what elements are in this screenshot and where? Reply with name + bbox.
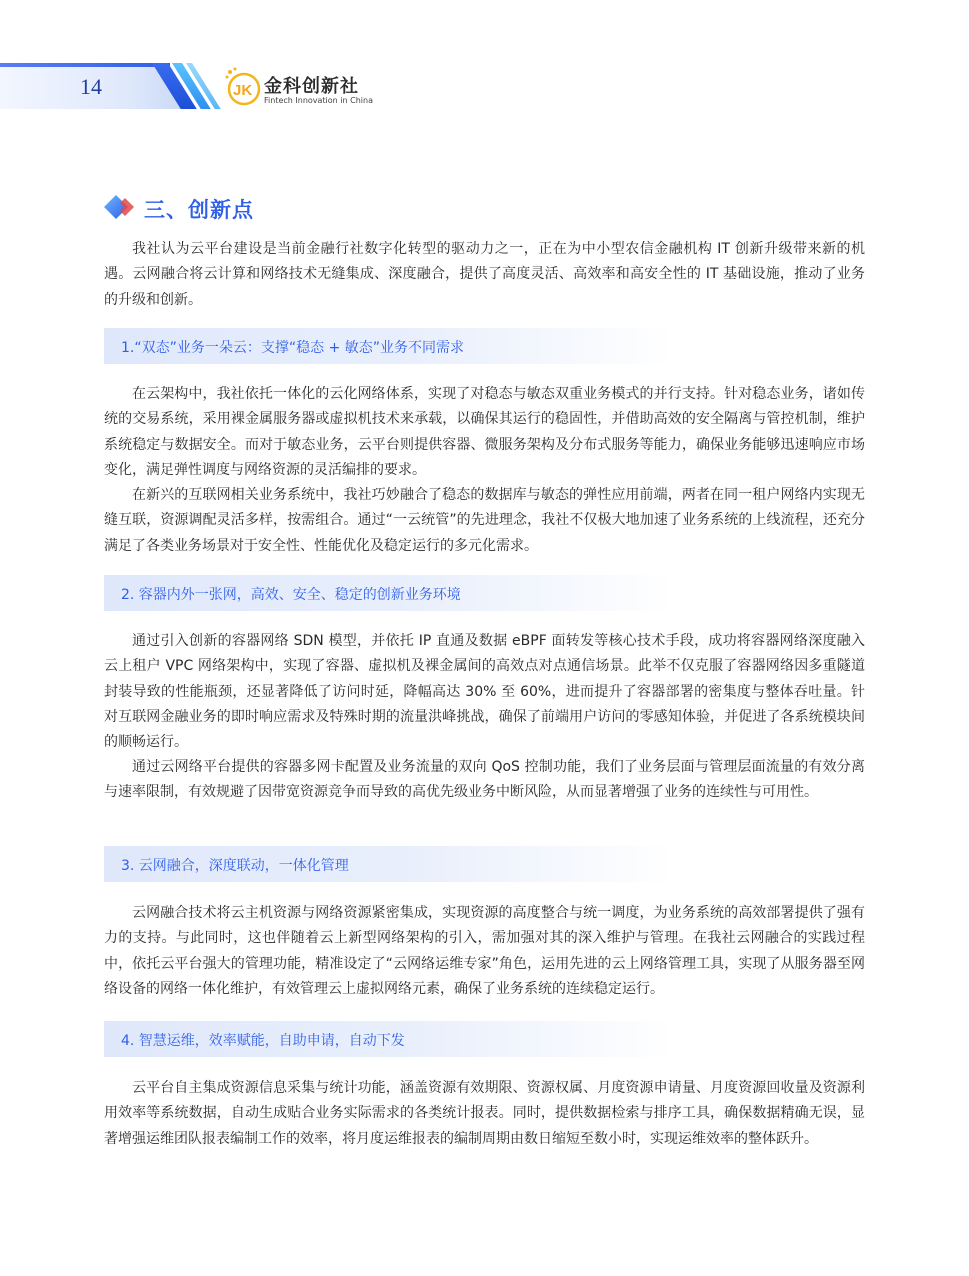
body-paragraph: 通过云网络平台提供的容器多网卡配置及业务流量的双向 QoS 控制功能，我们了业务层面与管理层面流量的有效分离与速率限制，有效规避了因带宽资源竞争而导致的高优先级业务中断风险，从而显著增强了业务的连续性与可用性。	[104, 759, 865, 801]
logo-icon	[224, 66, 264, 108]
body-paragraph: 在云架构中，我社依托一体化的云化网络体系，实现了对稳态与敏态双重业务模式的并行支持。针对稳态业务，诸如传统的交易系统，采用裸金属服务器或虚拟机技术来承载，以确保其运行的稳固性，并借助高效的安全隔离与管控机制，维护系统稳定与数据安全。而对于敏态业务，云平台则提供容器、微服务架构及分布式服务等能力，确保业务能够迅速响应市场变化，满足弹性调度与网络资源的灵活编排的要求。	[104, 386, 865, 478]
logo-name: 金科创新社	[264, 76, 359, 97]
subsection-heading-text: 1.“双态”业务一朵云：支撑“稳态 + 敏态”业务不同需求	[121, 340, 464, 356]
section-heading: 三、创新点	[144, 198, 254, 222]
body-paragraph: 云平台自主集成资源信息采集与统计功能，涵盖资源有效期限、资源权属、月度资源申请量、月度资源回收量及资源利用效率等系统数据，自动生成贴合业务实际需求的各类统计报表。同时，提供数据检索与排序工具，确保数据精确无误，显著增强运维团队报表编制工作的效率，将月度运维报表的编制周期由数日缩短至数小时，实现运维效率的整体跃升。	[104, 1080, 865, 1147]
page-number: 14	[80, 74, 102, 99]
body-paragraph: 通过引入创新的容器网络 SDN 模型，并依托 IP 直通及数据 eBPF 面转发等核心技术手段，成功将容器网络深度融入云上租户 VPC 网络架构中，实现了容器、虚拟机及裸金属间的高效点对点通信场景。此举不仅克服了容器网络因多重隧道封装导致的性能瓶颈，还显著降低了访问时延，降幅高达 30% 至 60%，进而提升了容器部署的密集度与整体吞吐量。针对互联网金融业务的即时响应需求及特殊时期的流量洪峰挑战，确保了前端用户访问的零感知体验，并促进了各系统模块间的顺畅运行。	[104, 633, 865, 751]
subsection-heading	[104, 328, 674, 364]
logo	[224, 66, 384, 110]
body-paragraph: 云网融合技术将云主机资源与网络资源紧密集成，实现资源的高度整合与统一调度，为业务系统的高效部署提供了强有力的支持。与此同时，这也伴随着云上新型网络架构的引入，需加强对其的深入维护与管理。在我社云网融合的实践过程中，依托云平台强大的管理功能，精准设定了“云网络运维专家”角色，运用先进的云上网络管理工具，实现了从服务器至网络设备的网络一体化维护，有效管理云上虚拟网络元素，确保了业务系统的连续稳定运行。	[104, 905, 865, 997]
body-paragraph: 在新兴的互联网相关业务系统中，我社巧妙融合了稳态的数据库与敏态的弹性应用前端，两者在同一租户网络内实现无缝互联，资源调配灵活多样，按需组合。通过“一云统管”的先进理念，我社不仅极大地加速了业务系统的上线流程，还充分满足了各类业务场景对于安全性、性能优化及稳定运行的多元化需求。	[104, 487, 865, 554]
subsection-heading-text: 3. 云网融合，深度联动，一体化管理	[121, 858, 349, 874]
subsection-heading	[104, 1021, 674, 1057]
subsection-heading-text: 2. 容器内外一张网，高效、安全、稳定的创新业务环境	[121, 587, 461, 603]
intro-paragraph: 我社认为云平台建设是当前金融行社数字化转型的驱动力之一，正在为中小型农信金融机构 IT 创新升级带来新的机遇。云网融合将云计算和网络技术无缝集成、深度融合，提供了高度灵活、高效率和高安全性的 IT 基础设施，推动了业务的升级和创新。	[104, 241, 865, 308]
subsection-heading	[104, 575, 674, 611]
subsection-heading-text: 4. 智慧运维，效率赋能，自助申请，自动下发	[121, 1033, 405, 1049]
header-accent-line	[0, 63, 170, 67]
svg-text:JK: JK	[233, 82, 253, 99]
subsection-heading	[104, 846, 674, 882]
logo-subtitle: Fintech Innovation in China	[264, 96, 373, 105]
diamond-icon	[104, 194, 138, 220]
